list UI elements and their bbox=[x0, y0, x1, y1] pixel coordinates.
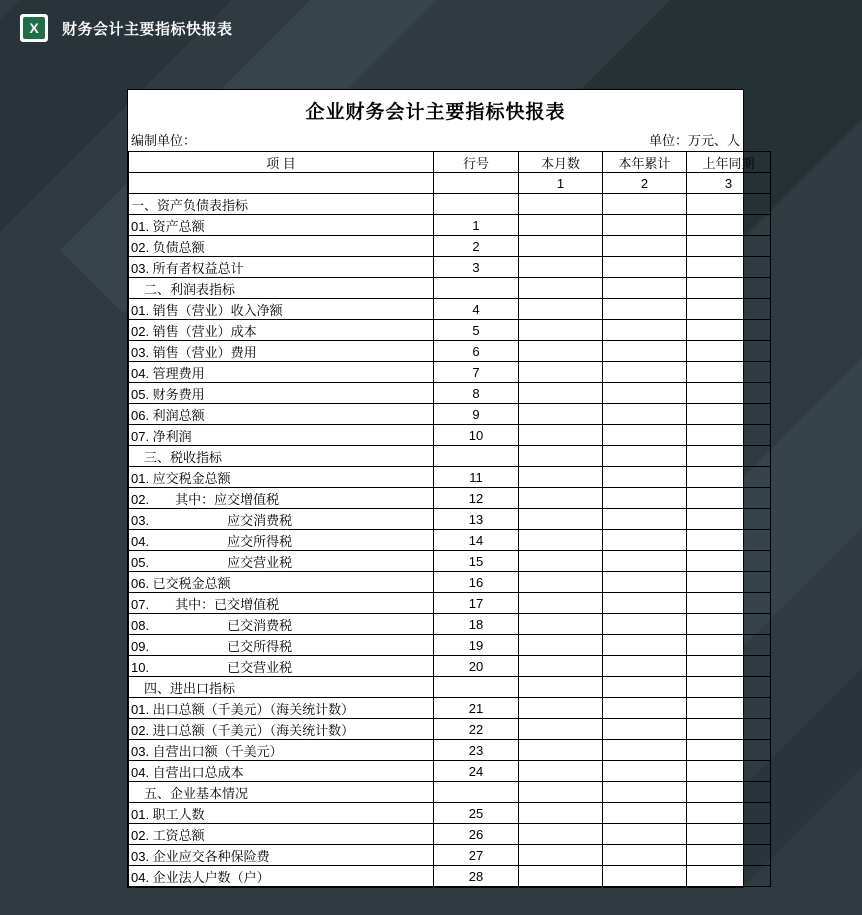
cell-this-month[interactable] bbox=[519, 551, 603, 572]
cell-year-to-date[interactable] bbox=[603, 341, 687, 362]
cell-same-period[interactable] bbox=[687, 677, 771, 698]
table-row[interactable] bbox=[129, 467, 771, 488]
cell-same-period[interactable] bbox=[687, 824, 771, 845]
cell-same-period[interactable] bbox=[687, 593, 771, 614]
row-line-number[interactable]: 3 bbox=[434, 257, 519, 278]
cell-same-period[interactable] bbox=[687, 656, 771, 677]
row-item-label[interactable]: 06. 已交税金总额 bbox=[129, 572, 434, 593]
cell-same-period[interactable] bbox=[687, 551, 771, 572]
column-header-same-period: 上年同期 bbox=[687, 152, 771, 173]
table-row[interactable] bbox=[129, 341, 771, 362]
row-line-number[interactable]: 23 bbox=[434, 740, 519, 761]
cell-this-month[interactable] bbox=[519, 677, 603, 698]
col-number-blank-item bbox=[129, 173, 434, 194]
row-item-label[interactable]: 09. 已交所得税 bbox=[129, 635, 434, 656]
table-body bbox=[129, 194, 771, 887]
row-item-label[interactable]: 五、企业基本情况 bbox=[129, 782, 434, 803]
cell-year-to-date[interactable] bbox=[603, 824, 687, 845]
cell-same-period[interactable] bbox=[687, 572, 771, 593]
cell-this-month[interactable] bbox=[519, 614, 603, 635]
row-item-label[interactable]: 06. 利润总额 bbox=[129, 404, 434, 425]
cell-same-period[interactable] bbox=[687, 803, 771, 824]
row-line-number[interactable]: 16 bbox=[434, 572, 519, 593]
cell-year-to-date[interactable] bbox=[603, 845, 687, 866]
row-item-label[interactable]: 07. 其中：已交增值税 bbox=[129, 593, 434, 614]
table-row[interactable] bbox=[129, 572, 771, 593]
cell-year-to-date[interactable] bbox=[603, 257, 687, 278]
table-row[interactable] bbox=[129, 404, 771, 425]
cell-same-period[interactable] bbox=[687, 761, 771, 782]
row-item-label[interactable]: 04. 应交所得税 bbox=[129, 530, 434, 551]
cell-this-month[interactable] bbox=[519, 845, 603, 866]
cell-year-to-date[interactable] bbox=[603, 530, 687, 551]
cell-year-to-date[interactable] bbox=[603, 698, 687, 719]
cell-same-period[interactable] bbox=[687, 215, 771, 236]
row-line-number[interactable]: 21 bbox=[434, 698, 519, 719]
column-header-item: 项 目 bbox=[129, 152, 434, 173]
cell-year-to-date[interactable] bbox=[603, 362, 687, 383]
cell-this-month[interactable] bbox=[519, 383, 603, 404]
cell-same-period[interactable] bbox=[687, 236, 771, 257]
spreadsheet-document bbox=[127, 89, 755, 888]
row-line-number[interactable] bbox=[434, 194, 519, 215]
cell-same-period[interactable] bbox=[687, 740, 771, 761]
cell-same-period[interactable] bbox=[687, 530, 771, 551]
row-line-number[interactable] bbox=[434, 446, 519, 467]
cell-this-month[interactable] bbox=[519, 236, 603, 257]
cell-this-month[interactable] bbox=[519, 488, 603, 509]
row-line-number[interactable]: 19 bbox=[434, 635, 519, 656]
cell-same-period[interactable] bbox=[687, 425, 771, 446]
table-row[interactable] bbox=[129, 803, 771, 824]
table-row[interactable] bbox=[129, 215, 771, 236]
cell-year-to-date[interactable] bbox=[603, 677, 687, 698]
cell-year-to-date[interactable] bbox=[603, 572, 687, 593]
cell-same-period[interactable] bbox=[687, 383, 771, 404]
row-line-number[interactable]: 1 bbox=[434, 215, 519, 236]
cell-this-month[interactable] bbox=[519, 446, 603, 467]
row-line-number[interactable]: 26 bbox=[434, 824, 519, 845]
cell-this-month[interactable] bbox=[519, 782, 603, 803]
table-row[interactable] bbox=[129, 782, 771, 803]
row-item-label[interactable]: 四、进出口指标 bbox=[129, 677, 434, 698]
row-item-label[interactable]: 02. 进口总额（千美元）（海关统计数） bbox=[129, 719, 434, 740]
row-item-label[interactable]: 03. 所有者权益总计 bbox=[129, 257, 434, 278]
cell-year-to-date[interactable] bbox=[603, 803, 687, 824]
cell-same-period[interactable] bbox=[687, 341, 771, 362]
row-item-label[interactable]: 02. 工资总额 bbox=[129, 824, 434, 845]
cell-year-to-date[interactable] bbox=[603, 509, 687, 530]
cell-same-period[interactable] bbox=[687, 782, 771, 803]
table-row[interactable] bbox=[129, 425, 771, 446]
row-item-label[interactable]: 03. 企业应交各种保险费 bbox=[129, 845, 434, 866]
cell-same-period[interactable] bbox=[687, 698, 771, 719]
cell-this-month[interactable] bbox=[519, 824, 603, 845]
cell-year-to-date[interactable] bbox=[603, 740, 687, 761]
row-item-label[interactable]: 01. 销售（营业）收入净额 bbox=[129, 299, 434, 320]
row-line-number[interactable] bbox=[434, 782, 519, 803]
row-line-number[interactable]: 6 bbox=[434, 341, 519, 362]
cell-same-period[interactable] bbox=[687, 467, 771, 488]
cell-same-period[interactable] bbox=[687, 509, 771, 530]
table-row[interactable] bbox=[129, 635, 771, 656]
cell-same-period[interactable] bbox=[687, 845, 771, 866]
cell-year-to-date[interactable] bbox=[603, 551, 687, 572]
cell-year-to-date[interactable] bbox=[603, 299, 687, 320]
table-row[interactable] bbox=[129, 299, 771, 320]
row-item-label[interactable]: 02. 负债总额 bbox=[129, 236, 434, 257]
cell-this-month[interactable] bbox=[519, 719, 603, 740]
row-line-number[interactable]: 25 bbox=[434, 803, 519, 824]
table-row[interactable] bbox=[129, 677, 771, 698]
row-item-label[interactable]: 04. 企业法人户数（户） bbox=[129, 866, 434, 887]
row-line-number[interactable]: 20 bbox=[434, 656, 519, 677]
row-line-number[interactable]: 17 bbox=[434, 593, 519, 614]
row-item-label[interactable]: 02. 销售（营业）成本 bbox=[129, 320, 434, 341]
cell-year-to-date[interactable] bbox=[603, 635, 687, 656]
row-line-number[interactable]: 7 bbox=[434, 362, 519, 383]
cell-this-month[interactable] bbox=[519, 404, 603, 425]
row-line-number[interactable] bbox=[434, 677, 519, 698]
table-row[interactable] bbox=[129, 446, 771, 467]
table-row[interactable] bbox=[129, 614, 771, 635]
cell-year-to-date[interactable] bbox=[603, 446, 687, 467]
indicators-table bbox=[128, 151, 771, 887]
cell-year-to-date[interactable] bbox=[603, 719, 687, 740]
row-line-number[interactable]: 13 bbox=[434, 509, 519, 530]
column-header-year-to-date: 本年累计 bbox=[603, 152, 687, 173]
excel-icon-letter: X bbox=[23, 17, 45, 39]
cell-this-month[interactable] bbox=[519, 320, 603, 341]
row-line-number[interactable] bbox=[434, 278, 519, 299]
row-item-label[interactable]: 01. 应交税金总额 bbox=[129, 467, 434, 488]
document-title: 企业财务会计主要指标快报表 bbox=[305, 101, 566, 123]
table-row[interactable] bbox=[129, 698, 771, 719]
cell-year-to-date[interactable] bbox=[603, 404, 687, 425]
cell-same-period[interactable] bbox=[687, 257, 771, 278]
cell-same-period[interactable] bbox=[687, 446, 771, 467]
cell-this-month[interactable] bbox=[519, 425, 603, 446]
cell-same-period[interactable] bbox=[687, 404, 771, 425]
cell-same-period[interactable] bbox=[687, 866, 771, 887]
row-item-label[interactable]: 二、利润表指标 bbox=[129, 278, 434, 299]
cell-same-period[interactable] bbox=[687, 362, 771, 383]
cell-same-period[interactable] bbox=[687, 194, 771, 215]
cell-this-month[interactable] bbox=[519, 215, 603, 236]
row-item-label[interactable]: 03. 销售（营业）费用 bbox=[129, 341, 434, 362]
cell-this-month[interactable] bbox=[519, 572, 603, 593]
cell-same-period[interactable] bbox=[687, 614, 771, 635]
table-row[interactable] bbox=[129, 257, 771, 278]
window-title: 财务会计主要指标快报表 bbox=[62, 20, 233, 38]
cell-this-month[interactable] bbox=[519, 740, 603, 761]
table-column-number-row bbox=[129, 173, 771, 194]
cell-year-to-date[interactable] bbox=[603, 320, 687, 341]
cell-year-to-date[interactable] bbox=[603, 488, 687, 509]
row-line-number[interactable]: 4 bbox=[434, 299, 519, 320]
col-number-1: 1 bbox=[519, 173, 603, 194]
row-item-label[interactable]: 08. 已交消费税 bbox=[129, 614, 434, 635]
table-row[interactable] bbox=[129, 761, 771, 782]
col-number-2: 2 bbox=[603, 173, 687, 194]
cell-year-to-date[interactable] bbox=[603, 761, 687, 782]
cell-year-to-date[interactable] bbox=[603, 236, 687, 257]
table-row[interactable] bbox=[129, 362, 771, 383]
cell-year-to-date[interactable] bbox=[603, 782, 687, 803]
cell-this-month[interactable] bbox=[519, 803, 603, 824]
column-header-line-no: 行号 bbox=[434, 152, 519, 173]
row-item-label[interactable]: 03. 应交消费税 bbox=[129, 509, 434, 530]
table-row[interactable] bbox=[129, 278, 771, 299]
row-line-number[interactable]: 2 bbox=[434, 236, 519, 257]
cell-this-month[interactable] bbox=[519, 341, 603, 362]
col-number-3: 3 bbox=[687, 173, 771, 194]
cell-year-to-date[interactable] bbox=[603, 383, 687, 404]
cell-this-month[interactable] bbox=[519, 467, 603, 488]
cell-year-to-date[interactable] bbox=[603, 215, 687, 236]
row-item-label[interactable]: 04. 管理费用 bbox=[129, 362, 434, 383]
table-row[interactable] bbox=[129, 866, 771, 887]
table-row[interactable] bbox=[129, 236, 771, 257]
prepared-by-label: 编制单位： bbox=[131, 133, 197, 148]
row-item-label[interactable]: 一、资产负债表指标 bbox=[129, 194, 434, 215]
cell-this-month[interactable] bbox=[519, 530, 603, 551]
cell-year-to-date[interactable] bbox=[603, 614, 687, 635]
cell-this-month[interactable] bbox=[519, 299, 603, 320]
col-number-blank-line bbox=[434, 173, 519, 194]
row-item-label[interactable]: 01. 职工人数 bbox=[129, 803, 434, 824]
cell-this-month[interactable] bbox=[519, 656, 603, 677]
table-row[interactable] bbox=[129, 719, 771, 740]
row-line-number[interactable]: 22 bbox=[434, 719, 519, 740]
cell-this-month[interactable] bbox=[519, 761, 603, 782]
row-line-number[interactable]: 10 bbox=[434, 425, 519, 446]
row-item-label[interactable]: 04. 自营出口总成本 bbox=[129, 761, 434, 782]
cell-this-month[interactable] bbox=[519, 362, 603, 383]
row-line-number[interactable]: 15 bbox=[434, 551, 519, 572]
unit-label: 单位：万元、人 bbox=[648, 133, 740, 148]
document-subheader bbox=[128, 130, 743, 151]
cell-same-period[interactable] bbox=[687, 278, 771, 299]
row-item-label[interactable]: 02. 其中：应交增值税 bbox=[129, 488, 434, 509]
row-line-number[interactable]: 14 bbox=[434, 530, 519, 551]
row-item-label[interactable]: 07. 净利润 bbox=[129, 425, 434, 446]
cell-same-period[interactable] bbox=[687, 719, 771, 740]
table-row[interactable] bbox=[129, 551, 771, 572]
row-item-label[interactable]: 03. 自营出口额（千美元） bbox=[129, 740, 434, 761]
table-row[interactable] bbox=[129, 194, 771, 215]
cell-year-to-date[interactable] bbox=[603, 467, 687, 488]
cell-same-period[interactable] bbox=[687, 635, 771, 656]
row-item-label[interactable]: 01. 出口总额（千美元）（海关统计数） bbox=[129, 698, 434, 719]
row-line-number[interactable]: 27 bbox=[434, 845, 519, 866]
cell-same-period[interactable] bbox=[687, 488, 771, 509]
row-item-label[interactable]: 三、税收指标 bbox=[129, 446, 434, 467]
table-row[interactable] bbox=[129, 824, 771, 845]
row-item-label[interactable]: 05. 财务费用 bbox=[129, 383, 434, 404]
table-row[interactable] bbox=[129, 509, 771, 530]
table-row[interactable] bbox=[129, 593, 771, 614]
table-row[interactable] bbox=[129, 320, 771, 341]
row-item-label[interactable]: 05. 应交营业税 bbox=[129, 551, 434, 572]
cell-same-period[interactable] bbox=[687, 299, 771, 320]
cell-year-to-date[interactable] bbox=[603, 866, 687, 887]
row-line-number[interactable]: 28 bbox=[434, 866, 519, 887]
row-line-number[interactable]: 18 bbox=[434, 614, 519, 635]
row-item-label[interactable]: 01. 资产总额 bbox=[129, 215, 434, 236]
table-row[interactable] bbox=[129, 383, 771, 404]
table-row[interactable] bbox=[129, 656, 771, 677]
row-line-number[interactable]: 8 bbox=[434, 383, 519, 404]
cell-this-month[interactable] bbox=[519, 593, 603, 614]
row-line-number[interactable]: 24 bbox=[434, 761, 519, 782]
cell-this-month[interactable] bbox=[519, 194, 603, 215]
row-line-number[interactable]: 9 bbox=[434, 404, 519, 425]
cell-this-month[interactable] bbox=[519, 635, 603, 656]
cell-this-month[interactable] bbox=[519, 257, 603, 278]
row-line-number[interactable]: 11 bbox=[434, 467, 519, 488]
table-header-row bbox=[129, 152, 771, 173]
title-bar bbox=[0, 0, 862, 56]
cell-this-month[interactable] bbox=[519, 278, 603, 299]
cell-this-month[interactable] bbox=[519, 698, 603, 719]
cell-year-to-date[interactable] bbox=[603, 656, 687, 677]
cell-year-to-date[interactable] bbox=[603, 194, 687, 215]
cell-year-to-date[interactable] bbox=[603, 278, 687, 299]
table-row[interactable] bbox=[129, 740, 771, 761]
cell-this-month[interactable] bbox=[519, 509, 603, 530]
excel-icon bbox=[20, 14, 48, 42]
table-row[interactable] bbox=[129, 845, 771, 866]
cell-same-period[interactable] bbox=[687, 320, 771, 341]
table-row[interactable] bbox=[129, 488, 771, 509]
row-line-number[interactable]: 5 bbox=[434, 320, 519, 341]
cell-year-to-date[interactable] bbox=[603, 425, 687, 446]
table-row[interactable] bbox=[129, 530, 771, 551]
cell-this-month[interactable] bbox=[519, 866, 603, 887]
column-header-this-month: 本月数 bbox=[519, 152, 603, 173]
row-line-number[interactable]: 12 bbox=[434, 488, 519, 509]
cell-year-to-date[interactable] bbox=[603, 593, 687, 614]
row-item-label[interactable]: 10. 已交营业税 bbox=[129, 656, 434, 677]
